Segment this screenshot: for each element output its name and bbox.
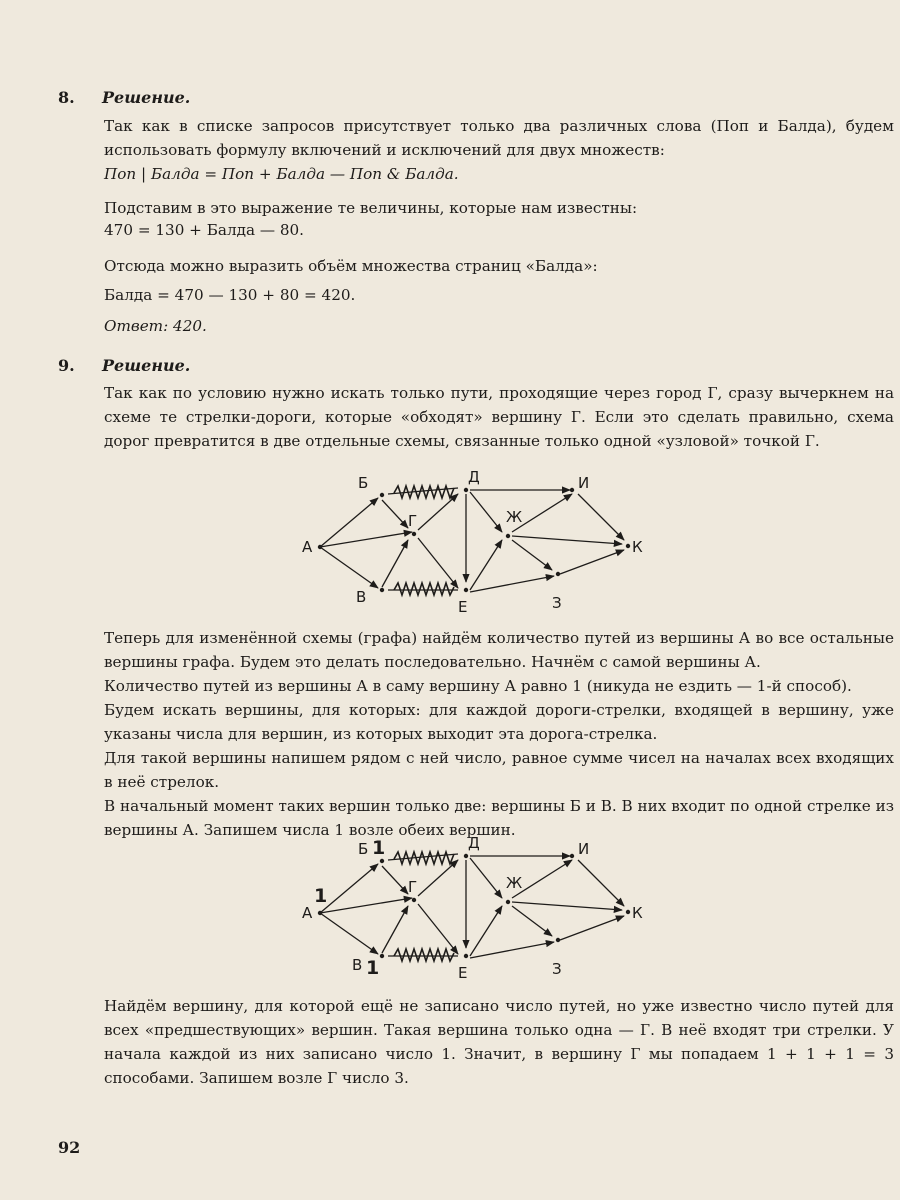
node-g-label: Г [408,512,418,530]
node-k-label: К [632,538,643,556]
node-a-label: А [302,538,313,556]
count-b: 1 [372,837,386,859]
node-zh-label: Ж [506,508,523,526]
road-graph [290,470,660,618]
node-a-label: А [302,904,313,922]
s9-paragraph-6: В начальный момент таких вершин только две: вершины Б и В. В них входит по одной стрелке из вершины А. Запишем числа 1 возле обеих вершин. [104,797,894,839]
node-zh-label: Ж [506,874,523,892]
s8-paragraph-2: Подставим в это выражение те величины, которые нам известны: [104,199,638,217]
problem-number-8: 8. [58,88,75,107]
s9-paragraph-3: Количество путей из вершины А в саму вершину А равно 1 (никуда не ездить — 1-й способ). [104,677,852,695]
node-b-label: Б [358,840,369,858]
road-graph-with-counts [290,836,660,984]
s8-paragraph-3: Отсюда можно выразить объём множества страниц «Балда»: [104,257,598,275]
node-z-label: З [552,960,562,978]
node-d-label: Д [468,470,480,486]
solution-heading-8: Решение. [102,88,191,107]
problem-number-9: 9. [58,356,75,375]
node-g-label: Г [408,878,418,896]
s9-paragraph-4: Будем искать вершины, для которых: для каждой дороги-стрелки, входящей в вершину, уже указаны числа для вершин, из которых выходит эта дорога-стрелка. [104,701,894,743]
node-z-label: З [552,594,562,612]
node-k-label: К [632,904,643,922]
node-b-label: Б [358,474,369,492]
node-i-label: И [578,840,590,858]
s8-answer: Ответ: 420. [104,317,207,335]
s8-formula: Поп | Балда = Поп + Балда — Поп & Балда. [104,165,459,183]
node-d-label: Д [468,836,480,852]
node-v-label: В [352,956,363,974]
s9-paragraph-2: Теперь для изменённой схемы (графа) найдём количество путей из вершины А во все остальные вершины графа. Будем это делать последовательно. Начнём с самой вершины А. [104,629,894,671]
s9-paragraph-7: Найдём вершину, для которой ещё не записано число путей, но уже известно число путей для всех «предшествующих» вершин. Такая вершина только одна — Г. В неё входят три стрелки. У начала каждой из них записано число 1. Значит, в вершину Г мы попадаем 1 + 1 + 1 = 3 способами. Запишем возле Г число 3. [104,997,894,1087]
node-v-label: В [356,588,367,606]
s8-equation-2: Балда = 470 — 130 + 80 = 420. [104,286,356,304]
count-v: 1 [366,957,380,979]
node-e-label: Е [458,598,468,616]
s9-paragraph-1: Так как по условию нужно искать только пути, проходящие через город Г, сразу вычеркнем на схеме те стрелки-дороги, которые «обходят» вершину Г. Если это сделать правильно, схема дорог превратится в две отдельные схемы, связанные только одной «узловой» точкой Г. [104,384,894,450]
s8-equation-1: 470 = 130 + Балда — 80. [104,221,305,239]
solution-heading-9: Решение. [102,356,191,375]
node-i-label: И [578,474,590,492]
node-e-label: Е [458,964,468,982]
count-a: 1 [314,885,328,907]
page-number: 92 [58,1138,81,1157]
s9-paragraph-5: Для такой вершины напишем рядом с ней число, равное сумме чисел на началах всех входящих в неё стрелок. [104,749,894,791]
s8-paragraph-1: Так как в списке запросов присутствует только два различных слова (Поп и Балда), будем использовать формулу включений и исключений для двух множеств: [104,117,894,159]
